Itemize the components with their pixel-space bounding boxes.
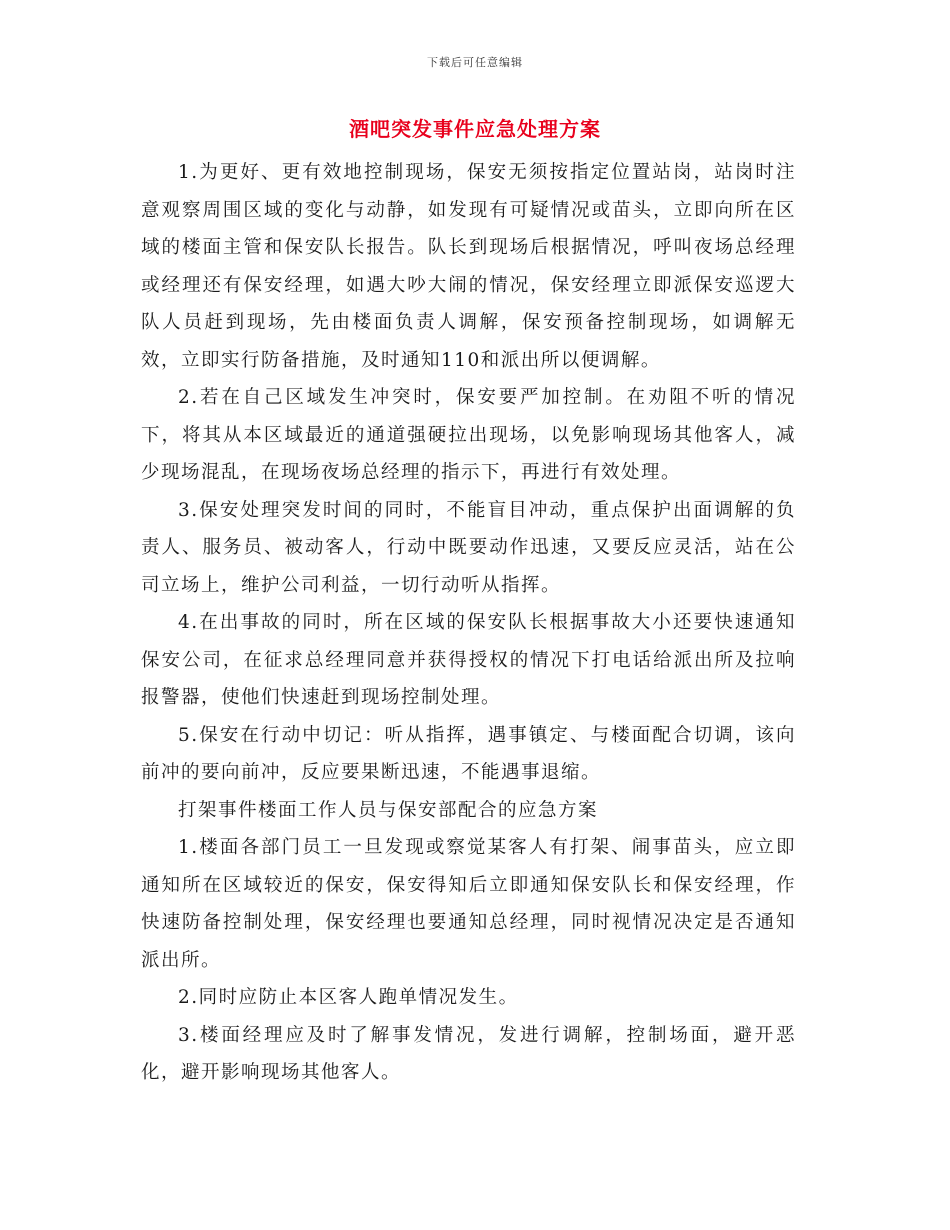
paragraph-1: 1.为更好、更有效地控制现场，保安无须按指定位置站岗，站岗时注意观察周围区域的变化与动静，如发现有可疑情况或苗头，立即向所在区域的楼面主管和保安队长报告。队长到现场后根据情况，呼叫夜场总经理或经理还有保安经理，如遇大吵大闹的情况，保安经理立即派保安巡逻大队人员赶到现场，先由楼面负责人调解，保安预备控制现场，如调解无效，立即实行防备措施，及时通知110和派出所以便调解。	[141, 162, 796, 371]
paragraph-3: 3.保安处理突发时间的同时，不能盲目冲动，重点保护出面调解的负责人、服务员、被动客人，行动中既要动作迅速，又要反应灵活，站在公司立场上，维护公司利益，一切行动听从指挥。	[141, 499, 796, 596]
paragraph-6: 1.楼面各部门员工一旦发现或察觉某客人有打架、闹事苗头，应立即通知所在区域较近的保安，保安得知后立即通知保安队长和保安经理，作快速防备控制处理，保安经理也要通知总经理，同时视情况决定是否通知派出所。	[141, 837, 796, 971]
paragraph-7: 2.同时应防止本区客人跑单情况发生。	[178, 987, 519, 1008]
section-heading: 打架事件楼面工作人员与保安部配合的应急方案	[178, 799, 599, 821]
paragraph-2: 2.若在自己区域发生冲突时，保安要严加控制。在劝阻不听的情况下，将其从本区域最近的通道强硬拉出现场，以免影响现场其他客人，减少现场混乱，在现场夜场总经理的指示下，再进行有效处理。	[141, 387, 796, 483]
paragraph-8: 3.楼面经理应及时了解事发情况，发进行调解，控制场面，避开恶化，避开影响现场其他客人。	[141, 1024, 796, 1083]
paragraph-4: 4.在出事故的同时，所在区域的保安队长根据事故大小还要快速通知保安公司，在征求总经理同意并获得授权的情况下打电话给派出所及拉响报警器，使他们快速赶到现场控制处理。	[141, 612, 796, 708]
paragraph-5: 5.保安在行动中切记：听从指挥，遇事镇定、与楼面配合切调，该向前冲的要向前冲，反应要果断迅速，不能遇事退缩。	[141, 724, 796, 783]
document-title: 酒吧突发事件应急处理方案	[349, 117, 601, 141]
document-body	[141, 154, 796, 1092]
header-note: 下载后可任意编辑	[427, 56, 523, 69]
